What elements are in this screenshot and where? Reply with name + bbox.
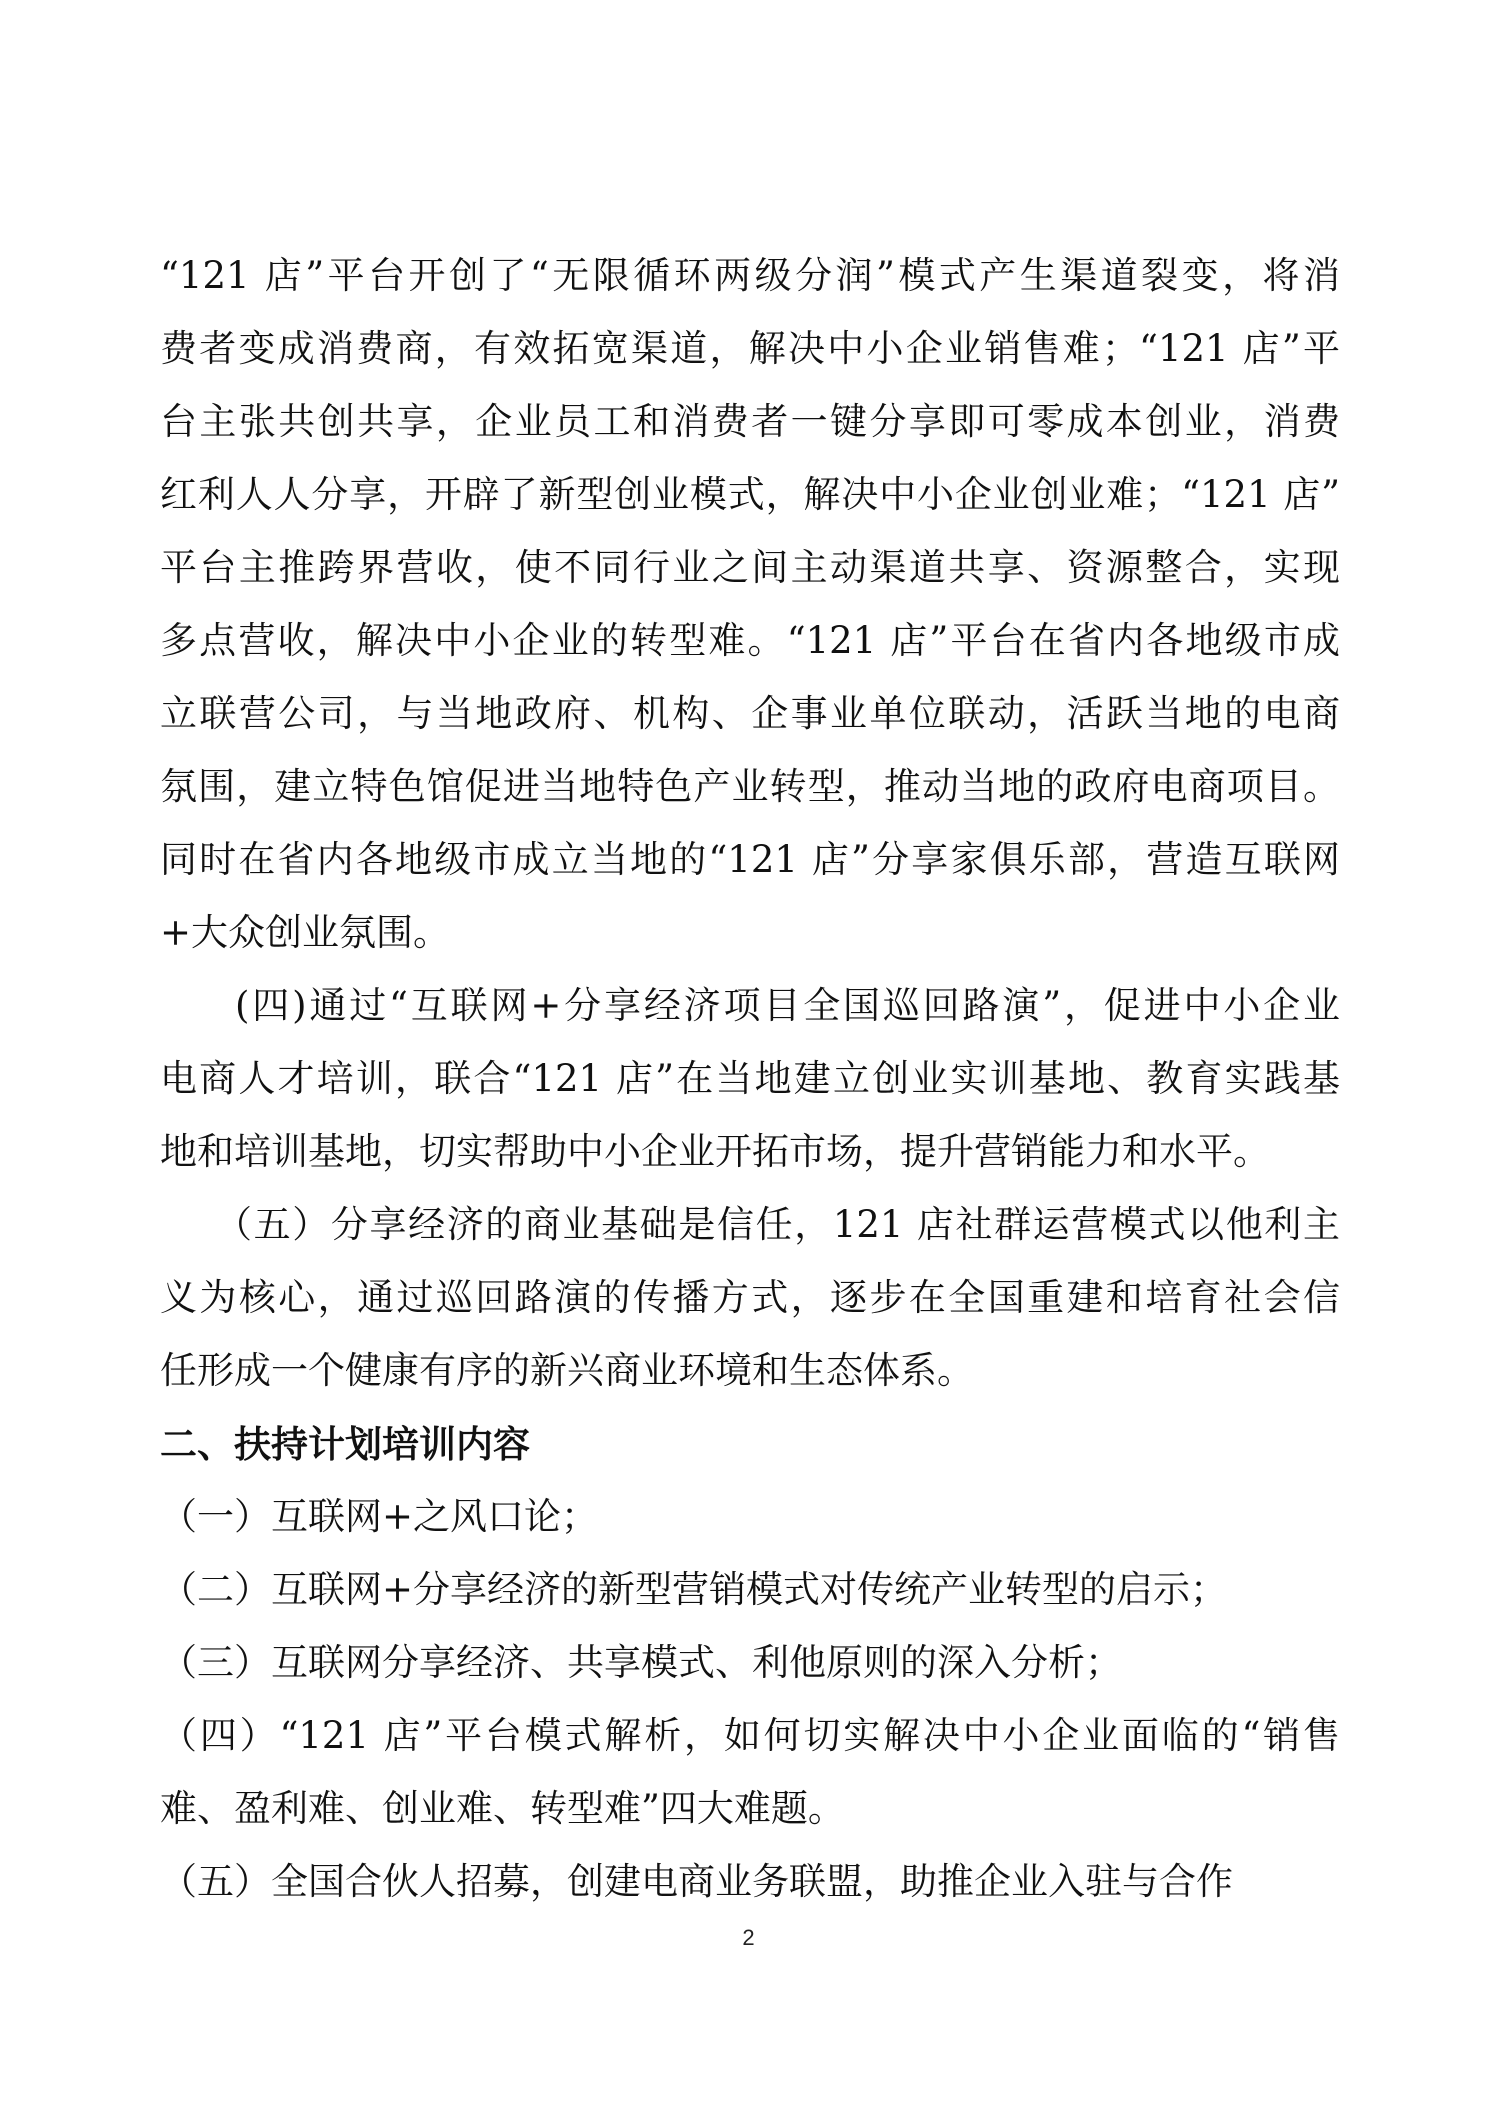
body-text-line: 费者变成消费商，有效拓宽渠道，解决中小企业销售难；“121 店”平 bbox=[160, 327, 1340, 370]
body-text-line: 台主张共创共享，企业员工和消费者一键分享即可零成本创业，消费 bbox=[160, 400, 1340, 443]
page-number: 2 bbox=[742, 1925, 755, 1950]
body-text-line: 同时在省内各地级市成立当地的“121 店”分享家俱乐部，营造互联网 bbox=[160, 838, 1340, 881]
list-item-continued: 难、盈利难、创业难、转型难”四大难题。 bbox=[160, 1787, 845, 1830]
body-text-line: “121 店”平台开创了“无限循环两级分润”模式产生渠道裂变，将消 bbox=[160, 254, 1340, 297]
list-item: （三）互联网分享经济、共享模式、利他原则的深入分析； bbox=[160, 1641, 1122, 1684]
body-text-line: 红利人人分享，开辟了新型创业模式，解决中小企业创业难；“121 店” bbox=[160, 473, 1340, 516]
list-item: （四）“121 店”平台模式解析，如何切实解决中小企业面临的“销售 bbox=[160, 1714, 1340, 1757]
body-text-line: 氛围，建立特色馆促进当地特色产业转型，推动当地的政府电商项目。 bbox=[160, 765, 1340, 808]
list-item: （二）互联网+分享经济的新型营销模式对传统产业转型的启示； bbox=[160, 1568, 1228, 1611]
section-four-paragraph-start: (四)通过“互联网+分享经济项目全国巡回路演”，促进中小企业 bbox=[235, 984, 1340, 1027]
section-five-paragraph-start: （五）分享经济的商业基础是信任，121 店社群运营模式以他利主 bbox=[215, 1203, 1340, 1246]
list-item: （五）全国合伙人招募，创建电商业务联盟，助推企业入驻与合作 bbox=[160, 1860, 1233, 1903]
body-text-line: 义为核心，通过巡回路演的传播方式，逐步在全国重建和培育社会信 bbox=[160, 1276, 1340, 1319]
body-text-line: 地和培训基地，切实帮助中小企业开拓市场，提升营销能力和水平。 bbox=[160, 1130, 1270, 1173]
body-text-line: 立联营公司，与当地政府、机构、企事业单位联动，活跃当地的电商 bbox=[160, 692, 1340, 735]
body-text-line: 平台主推跨界营收，使不同行业之间主动渠道共享、资源整合，实现 bbox=[160, 546, 1340, 589]
body-text-line: 任形成一个健康有序的新兴商业环境和生态体系。 bbox=[160, 1349, 974, 1392]
body-text-line: +大众创业氛围。 bbox=[160, 911, 451, 954]
body-text-line: 电商人才培训，联合“121 店”在当地建立创业实训基地、教育实践基 bbox=[160, 1057, 1340, 1100]
list-item: （一）互联网+之风口论； bbox=[160, 1495, 599, 1538]
body-text-line: 多点营收，解决中小企业的转型难。“121 店”平台在省内各地级市成 bbox=[160, 619, 1340, 662]
section-heading: 二、扶持计划培训内容 bbox=[160, 1422, 530, 1466]
